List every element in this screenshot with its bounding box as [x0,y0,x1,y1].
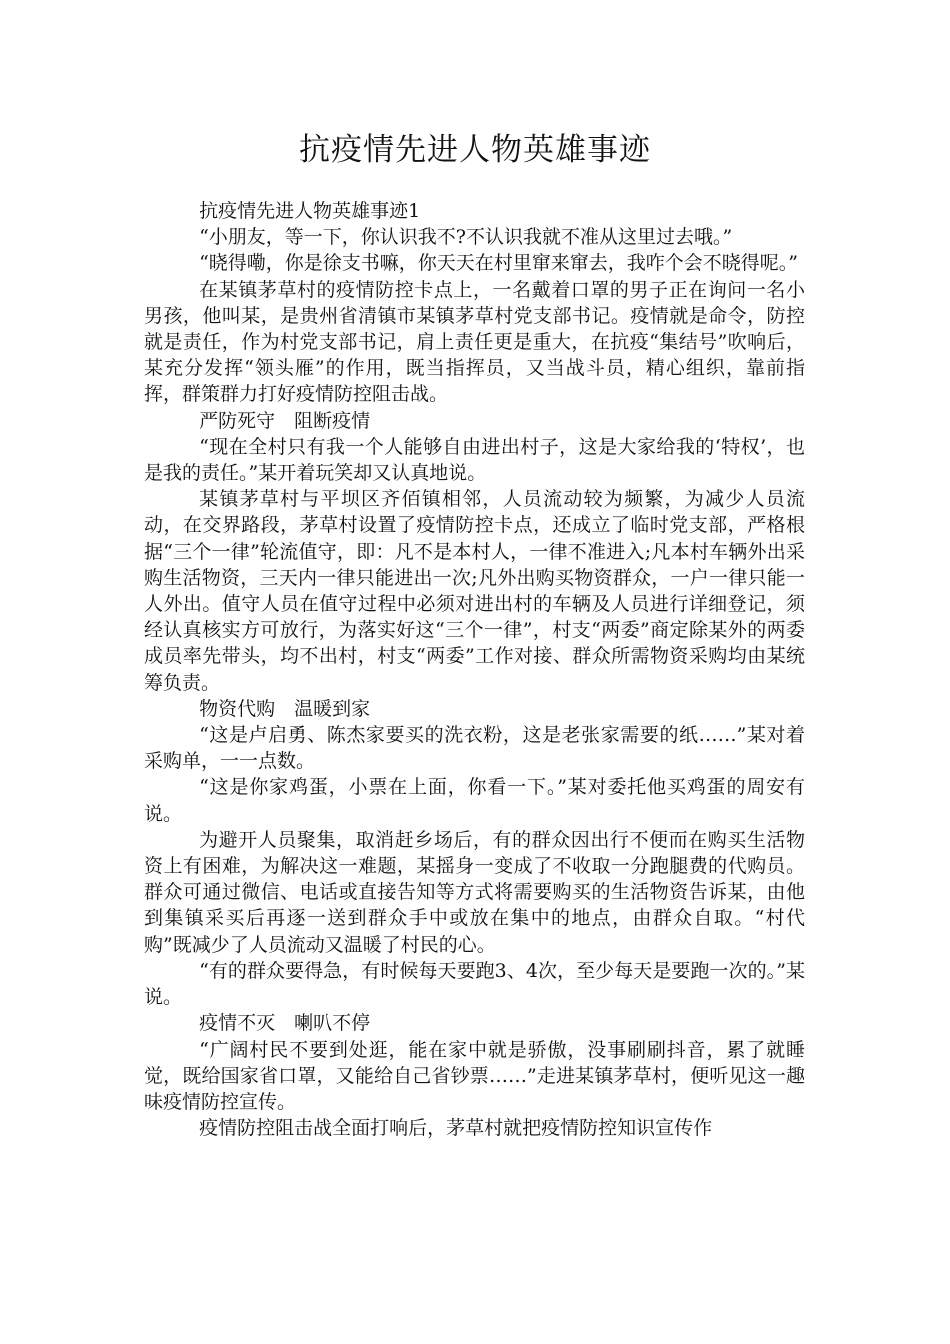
page-title: 抗疫情先进人物英雄事迹 [299,132,651,168]
paragraph: “晓得嘞，你是徐支书嘛，你天天在村里窜来窜去，我咋个会不晓得呢。” [199,252,799,275]
section-heading-1: 严防死守 阻断疫情 [199,409,371,432]
paragraph: “有的群众要得急，有时候每天要跑3、4次，至少每天是要跑一次的。”某说。 [144,959,805,1009]
section-heading-2: 物资代购 温暖到家 [199,697,371,720]
section-heading-3: 疫情不灭 喇叭不停 [199,1012,371,1035]
document-body [144,198,805,1141]
paragraph: 某镇茅草村与平坝区齐佰镇相邻，人员流动较为频繁，为减少人员流动，在交界路段，茅草村设置了疫情防控卡点，还成立了临时党支部，严格根据“三个一律”轮流值守，即：凡不是本村人，一律不准进入;凡本村车辆外出采购生活物资，三天内一律只能进出一次;凡外出购买物资群众，一户一律只能一人外出。值守人员在值守过程中必须对进出村的车辆及人员进行详细登记，须经认真核实方可放行，为落实好这“三个一律”，村支“两委”商定除某外的两委成员率先带头，均不出村，村支“两委”工作对接、群众所需物资采购均由某统筹负责。 [144,488,805,694]
paragraph: “现在全村只有我一个人能够自由进出村子，这是大家给我的‘特权’，也是我的责任。”某开着玩笑却又认真地说。 [144,435,805,485]
paragraph: “这是你家鸡蛋，小票在上面，你看一下。”某对委托他买鸡蛋的周安有说。 [144,776,805,825]
paragraph: “小朋友，等一下，你认识我不?不认识我就不准从这里过去哦。” [199,226,733,249]
paragraph: 在某镇茅草村的疫情防控卡点上，一名戴着口罩的男子正在询问一名小男孩，他叫某，是贵州省清镇市某镇茅草村党支部书记。疫情就是命令，防控就是责任，作为村党支部书记，肩上责任更是重大，在抗疫“集结号”吹响后，某充分发挥“领头雁”的作用，既当指挥员，又当战斗员，精心组织，靠前指挥，群策群力打好疫情防控阻击战。 [144,278,805,406]
paragraph: 为避开人员聚集，取消赶乡场后，有的群众因出行不便而在购买生活物资上有困难，为解决这一难题，某摇身一变成了不收取一分跑腿费的代购员。群众可通过微信、电话或直接告知等方式将需要购买的生活物资告诉某，由他到集镇采买后再逐一送到群众手中或放在集中的地点，由群众自取。“村代购”既减少了人员流动又温暖了村民的心。 [144,828,805,956]
paragraph-heading-1: 抗疫情先进人物英雄事迹1 [199,200,421,222]
paragraph: “广阔村民不要到处逛，能在家中就是骄傲，没事刷刷抖音，累了就睡觉，既给国家省口罩，又能给自己省钞票……”走进某镇茅草村，便听见这一趣味疫情防控宣传。 [144,1038,805,1113]
paragraph: 疫情防控阻击战全面打响后，茅草村就把疫情防控知识宣传作 [199,1117,713,1140]
paragraph: “这是卢启勇、陈杰家要买的洗衣粉，这是老张家需要的纸……”某对着采购单，一一点数。 [144,724,805,773]
